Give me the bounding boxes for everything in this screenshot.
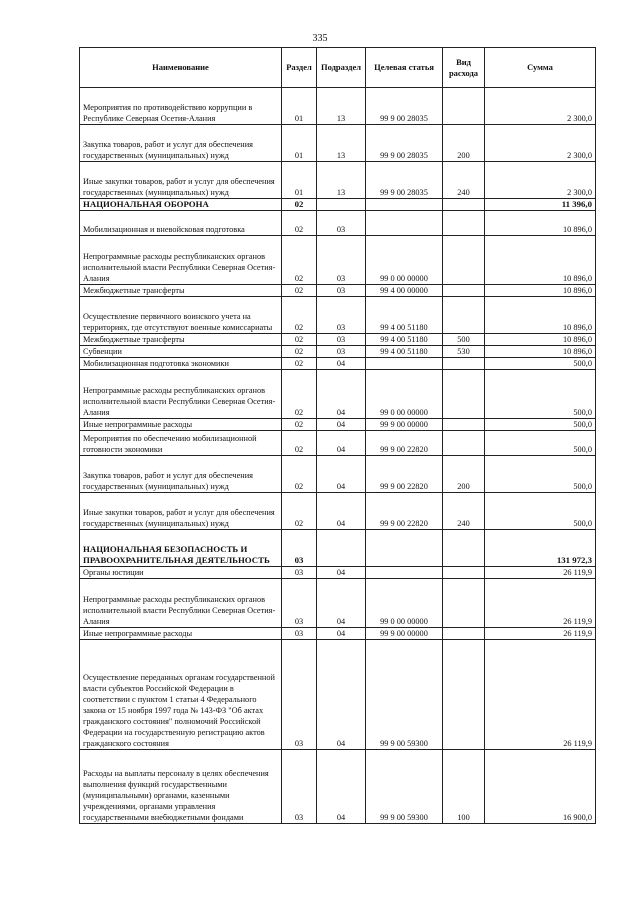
cell-statya xyxy=(366,358,443,370)
cell-vid xyxy=(443,236,485,285)
cell-vid xyxy=(443,370,485,419)
cell-podrazdel: 03 xyxy=(317,211,366,236)
cell-summa: 131 972,3 xyxy=(485,530,596,567)
cell-statya: 99 4 00 00000 xyxy=(366,285,443,297)
table-row xyxy=(80,346,596,358)
cell-podrazdel: 13 xyxy=(317,88,366,125)
cell-summa: 16 900,0 xyxy=(485,750,596,824)
table-body xyxy=(80,88,596,824)
cell-razdel: 02 xyxy=(282,456,317,493)
cell-razdel: 03 xyxy=(282,640,317,750)
cell-statya: 99 9 00 28035 xyxy=(366,125,443,162)
cell-summa: 500,0 xyxy=(485,358,596,370)
cell-statya xyxy=(366,211,443,236)
cell-vid: 530 xyxy=(443,346,485,358)
cell-razdel: 01 xyxy=(282,88,317,125)
cell-vid xyxy=(443,199,485,211)
cell-podrazdel: 03 xyxy=(317,236,366,285)
cell-razdel: 03 xyxy=(282,750,317,824)
cell-name: Органы юстиции xyxy=(80,567,282,579)
cell-name: Межбюджетные трансферты xyxy=(80,285,282,297)
cell-podrazdel xyxy=(317,199,366,211)
cell-podrazdel: 03 xyxy=(317,285,366,297)
table-row xyxy=(80,579,596,628)
cell-vid: 500 xyxy=(443,334,485,346)
cell-summa: 2 300,0 xyxy=(485,125,596,162)
table-row xyxy=(80,750,596,824)
cell-summa: 26 119,9 xyxy=(485,567,596,579)
cell-podrazdel: 04 xyxy=(317,431,366,456)
header-vid: Вид расхода xyxy=(443,48,485,88)
cell-vid xyxy=(443,567,485,579)
cell-summa: 10 896,0 xyxy=(485,346,596,358)
table-row xyxy=(80,431,596,456)
table-header-row xyxy=(80,48,596,88)
cell-statya xyxy=(366,567,443,579)
cell-name: НАЦИОНАЛЬНАЯ ОБОРОНА xyxy=(80,199,282,211)
cell-statya: 99 4 00 51180 xyxy=(366,346,443,358)
table-row xyxy=(80,285,596,297)
cell-vid: 240 xyxy=(443,162,485,199)
cell-vid xyxy=(443,358,485,370)
cell-summa: 26 119,9 xyxy=(485,628,596,640)
table-row xyxy=(80,236,596,285)
cell-name: Иные непрограммные расходы xyxy=(80,628,282,640)
cell-razdel: 02 xyxy=(282,297,317,334)
cell-statya: 99 9 00 59300 xyxy=(366,640,443,750)
cell-razdel: 02 xyxy=(282,431,317,456)
cell-razdel: 02 xyxy=(282,199,317,211)
table-row xyxy=(80,162,596,199)
cell-razdel: 02 xyxy=(282,419,317,431)
cell-name: Непрограммные расходы республиканских органов исполнительной власти Республики Северная Осетия-Алания xyxy=(80,579,282,628)
cell-podrazdel: 04 xyxy=(317,358,366,370)
cell-razdel: 02 xyxy=(282,346,317,358)
cell-summa: 2 300,0 xyxy=(485,88,596,125)
table-row xyxy=(80,456,596,493)
cell-name: Осуществление переданных органам государственной власти субъектов Российской Федерации в соответствии с пунктом 1 статьи 4 Федерального закона от 15 ноября 1997 года № 143-ФЗ "Об актах гражданского состояния" полномочий Российской Федерации на государственную регистрацию актов гражданского состояния xyxy=(80,640,282,750)
table-row xyxy=(80,567,596,579)
cell-vid xyxy=(443,285,485,297)
cell-summa: 10 896,0 xyxy=(485,297,596,334)
cell-podrazdel: 04 xyxy=(317,628,366,640)
cell-name: Иные непрограммные расходы xyxy=(80,419,282,431)
table-row xyxy=(80,640,596,750)
cell-razdel: 01 xyxy=(282,162,317,199)
cell-razdel: 02 xyxy=(282,334,317,346)
cell-statya: 99 9 00 59300 xyxy=(366,750,443,824)
cell-name: Мобилизационная подготовка экономики xyxy=(80,358,282,370)
cell-summa: 500,0 xyxy=(485,456,596,493)
table-row xyxy=(80,125,596,162)
cell-razdel: 03 xyxy=(282,530,317,567)
cell-statya: 99 4 00 51180 xyxy=(366,297,443,334)
table-row xyxy=(80,628,596,640)
cell-vid: 200 xyxy=(443,456,485,493)
cell-podrazdel: 03 xyxy=(317,297,366,334)
header-name: Наименование xyxy=(80,48,282,88)
cell-vid xyxy=(443,530,485,567)
header-podrazdel: Подраздел xyxy=(317,48,366,88)
cell-podrazdel: 04 xyxy=(317,640,366,750)
cell-razdel: 03 xyxy=(282,579,317,628)
cell-name: Мероприятия по обеспечению мобилизационной готовности экономики xyxy=(80,431,282,456)
cell-podrazdel: 04 xyxy=(317,579,366,628)
cell-statya: 99 9 00 22820 xyxy=(366,456,443,493)
cell-name: Межбюджетные трансферты xyxy=(80,334,282,346)
header-summa: Сумма xyxy=(485,48,596,88)
cell-statya: 99 9 00 28035 xyxy=(366,162,443,199)
cell-statya: 99 9 00 22820 xyxy=(366,493,443,530)
table-row xyxy=(80,358,596,370)
table-row xyxy=(80,370,596,419)
cell-vid xyxy=(443,628,485,640)
header-razdel: Раздел xyxy=(282,48,317,88)
cell-vid xyxy=(443,211,485,236)
cell-statya: 99 9 00 28035 xyxy=(366,88,443,125)
table-row xyxy=(80,211,596,236)
cell-podrazdel: 04 xyxy=(317,750,366,824)
cell-name: Закупка товаров, работ и услуг для обеспечения государственных (муниципальных) нужд xyxy=(80,456,282,493)
cell-summa: 10 896,0 xyxy=(485,211,596,236)
cell-statya xyxy=(366,199,443,211)
cell-vid xyxy=(443,640,485,750)
cell-razdel: 03 xyxy=(282,628,317,640)
cell-name: Непрограммные расходы республиканских органов исполнительной власти Республики Северная Осетия-Алания xyxy=(80,236,282,285)
cell-name: Мероприятия по противодействию коррупции в Республике Северная Осетия-Алания xyxy=(80,88,282,125)
cell-name: НАЦИОНАЛЬНАЯ БЕЗОПАСНОСТЬ И ПРАВООХРАНИТЕЛЬНАЯ ДЕЯТЕЛЬНОСТЬ xyxy=(80,530,282,567)
cell-razdel: 02 xyxy=(282,236,317,285)
cell-podrazdel: 04 xyxy=(317,370,366,419)
cell-statya: 99 9 00 00000 xyxy=(366,628,443,640)
table-row xyxy=(80,88,596,125)
cell-name: Осуществление первичного воинского учета на территориях, где отсутствуют военные комиссариаты xyxy=(80,297,282,334)
cell-podrazdel: 04 xyxy=(317,419,366,431)
cell-summa: 500,0 xyxy=(485,431,596,456)
page-number: 335 xyxy=(312,33,328,44)
cell-summa: 26 119,9 xyxy=(485,579,596,628)
cell-summa: 10 896,0 xyxy=(485,285,596,297)
cell-razdel: 02 xyxy=(282,358,317,370)
table-row xyxy=(80,297,596,334)
cell-statya xyxy=(366,530,443,567)
cell-podrazdel: 04 xyxy=(317,567,366,579)
cell-summa: 500,0 xyxy=(485,370,596,419)
cell-name: Иные закупки товаров, работ и услуг для обеспечения государственных (муниципальных) нужд xyxy=(80,162,282,199)
cell-summa: 500,0 xyxy=(485,493,596,530)
cell-summa: 10 896,0 xyxy=(485,334,596,346)
cell-statya: 99 4 00 51180 xyxy=(366,334,443,346)
cell-summa: 500,0 xyxy=(485,419,596,431)
cell-razdel: 02 xyxy=(282,493,317,530)
cell-summa: 26 119,9 xyxy=(485,640,596,750)
cell-vid: 240 xyxy=(443,493,485,530)
cell-name: Закупка товаров, работ и услуг для обеспечения государственных (муниципальных) нужд xyxy=(80,125,282,162)
cell-vid xyxy=(443,419,485,431)
cell-statya: 99 9 00 00000 xyxy=(366,419,443,431)
cell-statya: 99 0 00 00000 xyxy=(366,236,443,285)
cell-name: Субвенции xyxy=(80,346,282,358)
table-row xyxy=(80,199,596,211)
cell-razdel: 02 xyxy=(282,370,317,419)
cell-name: Непрограммные расходы республиканских органов исполнительной власти Республики Северная Осетия-Алания xyxy=(80,370,282,419)
cell-razdel: 02 xyxy=(282,211,317,236)
cell-podrazdel: 03 xyxy=(317,346,366,358)
cell-razdel: 02 xyxy=(282,285,317,297)
cell-name: Иные закупки товаров, работ и услуг для обеспечения государственных (муниципальных) нужд xyxy=(80,493,282,530)
cell-summa: 2 300,0 xyxy=(485,162,596,199)
cell-podrazdel: 04 xyxy=(317,493,366,530)
cell-podrazdel: 13 xyxy=(317,125,366,162)
cell-razdel: 01 xyxy=(282,125,317,162)
budget-table xyxy=(79,47,596,824)
cell-podrazdel: 13 xyxy=(317,162,366,199)
table-row xyxy=(80,419,596,431)
cell-vid: 100 xyxy=(443,750,485,824)
cell-name: Расходы на выплаты персоналу в целях обеспечения выполнения функций государственными (муниципальными) органами, казенными учреждениями, органами управления государственными внебюджетными фондами xyxy=(80,750,282,824)
cell-name: Мобилизационная и вневойсковая подготовка xyxy=(80,211,282,236)
cell-vid xyxy=(443,88,485,125)
cell-podrazdel: 03 xyxy=(317,334,366,346)
cell-statya: 99 9 00 22820 xyxy=(366,431,443,456)
cell-statya: 99 0 00 00000 xyxy=(366,370,443,419)
table-row xyxy=(80,530,596,567)
cell-podrazdel: 04 xyxy=(317,456,366,493)
cell-vid xyxy=(443,579,485,628)
table-row xyxy=(80,493,596,530)
header-statya: Целевая статья xyxy=(366,48,443,88)
cell-summa: 10 896,0 xyxy=(485,236,596,285)
cell-vid: 200 xyxy=(443,125,485,162)
cell-statya: 99 0 00 00000 xyxy=(366,579,443,628)
cell-razdel: 03 xyxy=(282,567,317,579)
cell-vid xyxy=(443,431,485,456)
cell-vid xyxy=(443,297,485,334)
cell-summa: 11 396,0 xyxy=(485,199,596,211)
table-row xyxy=(80,334,596,346)
cell-podrazdel xyxy=(317,530,366,567)
